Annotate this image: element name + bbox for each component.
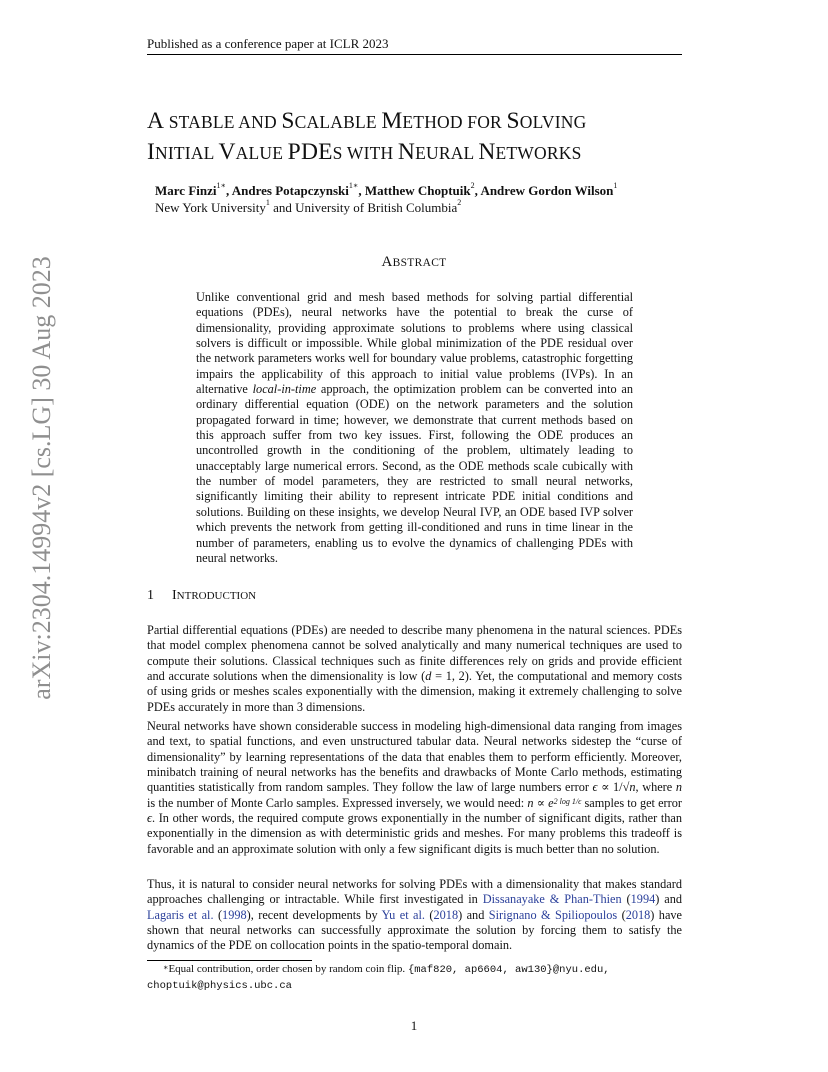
citation-link[interactable]: 2018 bbox=[625, 907, 651, 922]
arxiv-stamp: arXiv:2304.14994v2 [cs.LG] 30 Aug 2023 bbox=[27, 256, 56, 700]
footnote-emails[interactable]: {maf820, ap6604, aw130}@nyu.edu, choptuik@physics.ubc.ca bbox=[147, 964, 610, 992]
title-line-2: INITIAL VALUE PDES WITH NEURAL NETWORKS bbox=[147, 139, 582, 165]
section-number: 1 bbox=[147, 588, 154, 603]
abstract-heading: ABSTRACT bbox=[381, 254, 447, 270]
intro-paragraph-1: Partial differential equations (PDEs) are needed to describe many phenomena in the natural sciences. PDEs that model complex phenomena cannot be solved analytically and many numerical techniques are used to compute their solutions. Classical techniques such as finite differences rely on grids and provide efficient and accurate solutions when the dimensionality is low (d = 1, 2). Yet, the computational and memory costs of using grids or meshes scales exponentially with the dimension, making it extremely challenging to solve PDEs accurately in more than 3 dimensions. bbox=[147, 623, 682, 714]
citation-link[interactable]: 1994 bbox=[630, 892, 656, 907]
footnote bbox=[147, 962, 692, 994]
citation-link[interactable]: 1998 bbox=[222, 907, 247, 922]
footnote-text: Equal contribution, order chosen by random coin flip. bbox=[168, 963, 408, 975]
author-list: Marc Finzi$^{1∗}$, Andres Potapczynski$^{1∗}$, Matthew Choptuik$^2$, Andrew Gordon Wilson$^1$ bbox=[155, 181, 618, 198]
paper-title bbox=[147, 106, 707, 168]
abstract-body: Unlike conventional grid and mesh based methods for solving partial differential equations (PDEs), neural networks have the potential to break the curse of dimensionality, providing approximate solutions to problems where using classical solvers is difficult or impossible. While global minimization of the PDE residual over the network parameters works well for boundary value problems, catastrophic forgetting impairs the applicability of this approach to initial value problems (IVPs). In an alternative local-in-time approach, the optimization problem can be converted into an ordinary differential equation (ODE) on the network parameters and the solution propagated forward in time; however, we demonstrate that current methods based on this approach suffer from two key issues. First, following the ODE produces an uncontrolled growth in the conditioning of the problem, ultimately leading to unacceptably large numerical errors. Second, as the ODE methods scale cubically with the number of model parameters, they are restricted to small neural networks, significantly limiting their ability to represent intricate PDE initial conditions and solutions. Building on these insights, we develop Neural IVP, an ODE based IVP solver which prevents the network from getting ill-conditioned and runs in time linear in the number of parameters, enabling us to evolve the dynamics of challenging PDEs with neural networks. bbox=[196, 290, 633, 565]
citation-link[interactable]: Yu et al. bbox=[381, 907, 425, 922]
author-name: Marc Finzi bbox=[155, 183, 217, 198]
footnote-mark: ∗ bbox=[163, 963, 169, 972]
intro-paragraph-3: Thus, it is natural to consider neural networks for solving PDEs with a dimensionality that makes standard approaches challenging or intractable. While first investigated in Dissanayake & Phan-Thien (1994) and Lagaris et al. (1998), recent developments by Yu et al. (2018) and Sirignano & Spiliopoulos (2018) have shown that neural networks can successfully approximate the solution by forcing them to satisfy the dynamics of the PDE on collocation points in the spatio-temporal domain. bbox=[147, 877, 683, 953]
page-number: 1 bbox=[410, 1018, 418, 1033]
section-title: INTRODUCTION bbox=[172, 588, 257, 603]
citation-link[interactable]: Sirignano & Spiliopoulos bbox=[488, 907, 618, 922]
footnote-rule bbox=[147, 960, 312, 961]
citation-link[interactable]: Dissanayake & Phan-Thien bbox=[482, 892, 622, 907]
running-header: Published as a conference paper at ICLR 2023 bbox=[147, 36, 389, 51]
author-name: Andres Potapczynski bbox=[231, 183, 349, 198]
intro-paragraph-2: Neural networks have shown considerable success in modeling high-dimensional data ranging from images and text, to spatial functions, and even unstructured tabular data. Neural networks sidestep the “curse of dimensionality” by learning representations of the data that enables them to perform efficiently. Moreover, minibatch training of neural networks has the benefits and drawbacks of Monte Carlo methods, estimating quantities statistically from random samples. They follow the law of large numbers error ϵ ∝ 1/√n, where n is the number of Monte Carlo samples. Expressed inversely, we would need: $n \propto e^{2 log 1/\epsilon}$ samples to get error ϵ. In other words, the required compute grows exponentially in the number of significant digits, rather than exponentially in the dimension as with deterministic grids and meshes. For many problems this tradeoff is favorable and an approximate solution with only a few significant digits is much better than no solution. bbox=[147, 719, 682, 856]
citation-link[interactable]: Lagaris et al. bbox=[147, 907, 214, 922]
author-name: Andrew Gordon Wilson bbox=[480, 183, 614, 198]
citation-link[interactable]: 2018 bbox=[433, 907, 459, 922]
header-rule bbox=[147, 54, 682, 55]
section-heading bbox=[147, 588, 256, 604]
title-line-1: A STABLE AND SCALABLE METHOD FOR SOLVING bbox=[147, 108, 587, 134]
author-name: Matthew Choptuik bbox=[364, 183, 471, 198]
affiliations: New York University$^1$ and University of British Columbia$^2$ bbox=[155, 198, 462, 215]
